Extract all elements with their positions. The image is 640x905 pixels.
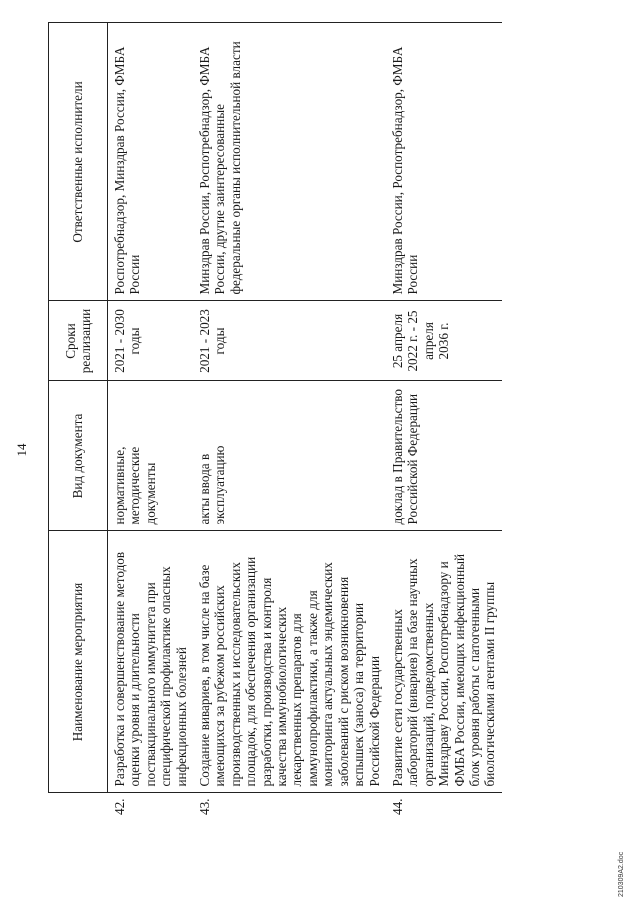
header-executors: Ответственные исполнители [49, 23, 108, 301]
header-dates: Сроки реализации [49, 301, 108, 381]
table-row [386, 23, 502, 821]
row-dates: 2021 - 2030 годы [108, 301, 194, 381]
row-document-type: акты ввода в эксплуатацию [193, 381, 386, 531]
row-dates: 2021 - 2023 годы [193, 301, 386, 381]
row-dates: 25 апреля 2022 г. - 25 апреля 2036 г. [386, 301, 502, 381]
page-number: 14 [14, 443, 29, 457]
header-name: Наименование мероприятия [49, 531, 108, 793]
row-number: 43. [193, 793, 386, 821]
row-document-type: доклад в Правительство Российской Федерации [386, 381, 502, 531]
table-row [108, 23, 194, 821]
row-executors: Минздрав России, Роспотребнадзор, ФМБА России, другие заинтересованные федеральные органы исполнительной власти [193, 23, 386, 301]
row-executors: Минздрав России, Роспотребнадзор, ФМБА России [386, 23, 502, 301]
row-measure-name: Создание вивариев, в том числе на базе имеющихся за рубежом российских производственных и исследовательских площадок, для обеспечения организации разработки, производства и контроля качества иммунобиологических лекарственных препаратов для иммунопрофилактики, а также для мониторинга актуальных эндемических заболеваний с риском возникновения вспышек (заноса) на территории Российской Федерации [193, 531, 386, 793]
measures-table [48, 23, 502, 822]
row-executors: Роспотребнадзор, Минздрав России, ФМБА России [108, 23, 194, 301]
row-document-type: нормативные, методические документы [108, 381, 194, 531]
row-number: 44. [386, 793, 502, 821]
row-number: 42. [108, 793, 194, 821]
table-row [193, 23, 386, 821]
file-name-footer: 210309A2.doc [618, 851, 625, 897]
row-measure-name: Развитие сети государственных лабораторий (вивариев) на базе научных организаций, подведомственных Минздраву России, Роспотребнадзору и ФМБА России, имеющих инфекционный блок уровня работы с патогенными биологическими агентами II группы [386, 531, 502, 793]
header-num [49, 793, 108, 821]
table-header-row [49, 23, 108, 821]
header-doc: Вид документа [49, 381, 108, 531]
row-measure-name: Разработка и совершенствование методов оценки уровня и длительности поствакцинального иммунитета при специфической профилактике опасных инфекционных болезней [108, 531, 194, 793]
